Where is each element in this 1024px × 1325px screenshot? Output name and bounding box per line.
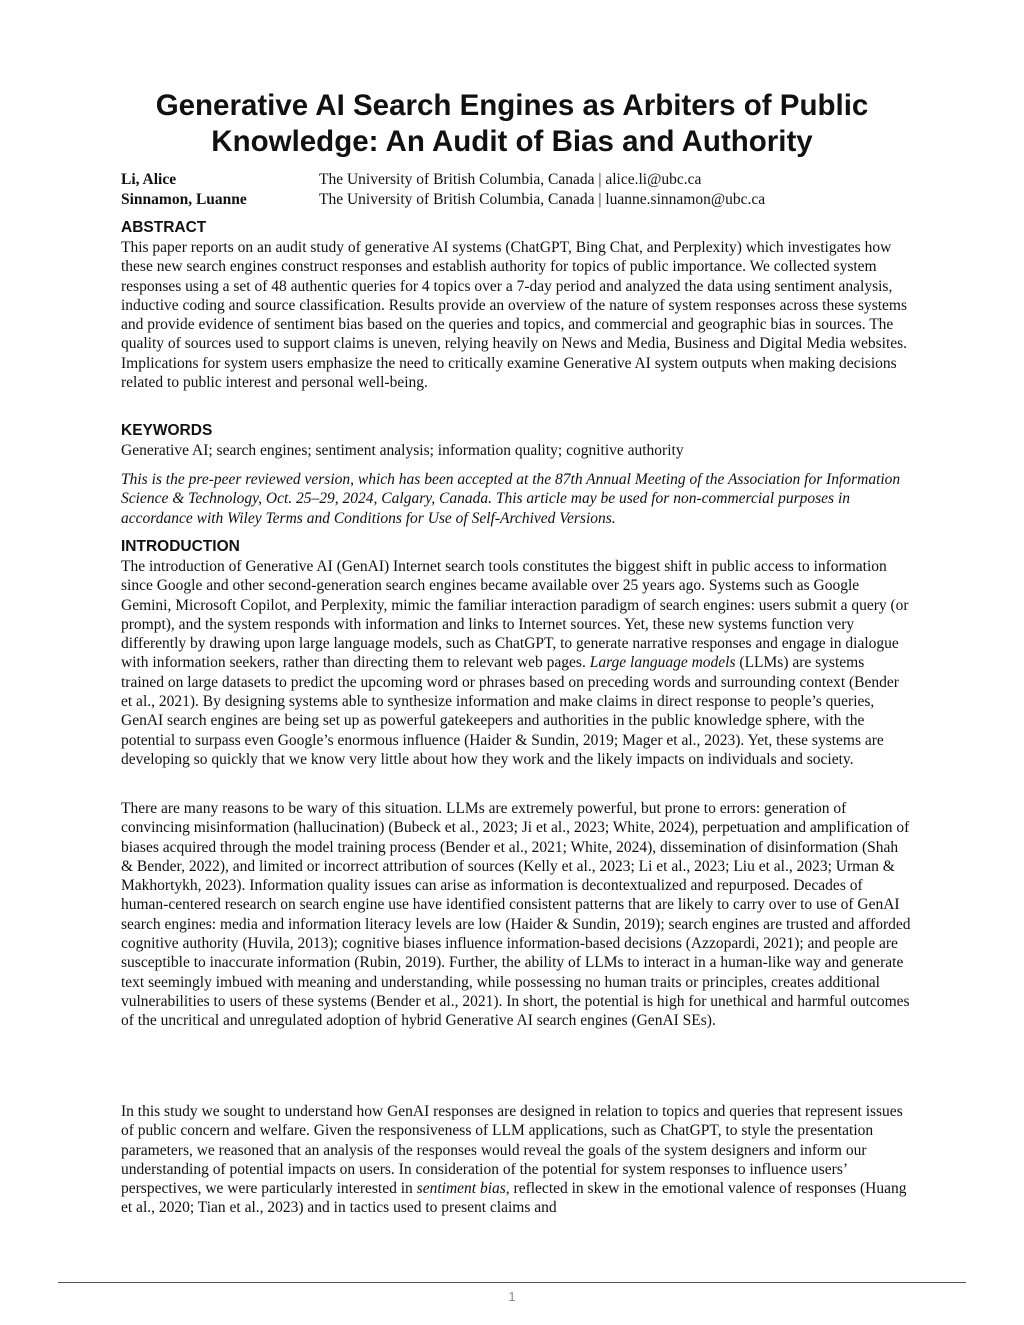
author-row bbox=[121, 190, 765, 210]
publication-notice: This is the pre-peer reviewed version, which has been accepted at the 87th Annual Meeting of the Association for Information Science & Technology, Oct. 25–29, 2024, Calgary, Canada. This article may be used for non-commercial purposes in accordance with Wiley Terms and Conditions for Use of Self-Archived Versions. bbox=[121, 471, 901, 527]
title-line-2: Knowledge: An Audit of Bias and Authority bbox=[211, 125, 813, 158]
author-name: Li, Alice bbox=[121, 171, 177, 188]
introduction-paragraph-3: In this study we sought to understand how GenAI responses are designed in relation to topics and queries that represent issues of public concern and welfare. Given the responsiveness of LLM applications, such as ChatGPT, to style the presentation parameters, we reasoned that an analysis of the responses would reveal the goals of the system designers and inform our understanding of potential impacts on users. In consideration of the potential for system responses to influence users’ perspectives, we were particularly interested in sentiment bias, reflected in skew in the emotional valence of responses (Huang et al., 2020; Tian et al., 2023) and in tactics used to present claims and bbox=[121, 1103, 907, 1217]
footer-divider bbox=[58, 1282, 966, 1283]
author-row bbox=[121, 170, 765, 190]
keywords-text: Generative AI; search engines; sentiment analysis; information quality; cognitive authority bbox=[121, 442, 684, 459]
paper-title bbox=[100, 88, 924, 160]
abstract-heading: ABSTRACT bbox=[121, 219, 207, 236]
abstract-text: This paper reports on an audit study of generative AI systems (ChatGPT, Bing Chat, and Perplexity) which investigates how these new search engines construct responses and establish authority for topics of public importance. We collected system responses using a set of 48 authentic queries for 4 topics over a 7-day period and analyzed the data using sentiment analysis, inductive coding and source classification. Results provide an overview of the nature of system responses across these systems and provide evidence of sentiment bias based on the queries and topics, and commercial and geographic bias in sources. The quality of sources used to support claims is uneven, relying heavily on News and Media, Business and Digital Media websites. Implications for system users emphasize the need to critically examine Generative AI system outputs when making decisions related to public interest and personal well-being. bbox=[121, 239, 908, 392]
author-affiliation: The University of British Columbia, Canada | luanne.sinnamon@ubc.ca bbox=[319, 191, 766, 208]
term-emphasis: Large language models bbox=[589, 654, 736, 672]
keywords-heading: KEYWORDS bbox=[121, 422, 213, 439]
author-affiliation: The University of British Columbia, Canada | alice.li@ubc.ca bbox=[319, 171, 702, 188]
introduction-paragraph-1: The introduction of Generative AI (GenAI) Internet search tools constitutes the biggest shift in public access to information since Google and other second-generation search engines became available over 25 years ago. Systems such as Google Gemini, Microsoft Copilot, and Perplexity, mimic the familiar interaction paradigm of search engines: users submit a query (or prompt), and the system responds with information and links to Internet sources. Yet, these new systems function very differently by drawing upon large language models, such as ChatGPT, to generate narrative responses and engage in dialogue with information seekers, rather than directing them to relevant web pages. Large language models (LLMs) are systems trained on large datasets to predict the upcoming word or phrases based on preceding words and surrounding context (Bender et al., 2021). By designing systems able to synthesize information and make claims in direct response to people’s queries, GenAI search engines are being set up as powerful gatekeepers and authorities in the public knowledge sphere, with the potential to surpass even Google’s enormous influence (Haider & Sundin, 2019; Mager et al., 2023). Yet, these systems are developing so quickly that we know very little about how they work and the likely impacts on individuals and society. bbox=[121, 558, 909, 768]
author-name: Sinnamon, Luanne bbox=[121, 191, 247, 208]
term-emphasis: sentiment bias bbox=[416, 1180, 506, 1198]
author-list bbox=[121, 170, 765, 210]
page-number: 1 bbox=[508, 1289, 516, 1304]
introduction-paragraph-2: There are many reasons to be wary of this situation. LLMs are extremely powerful, but prone to errors: generation of convincing misinformation (hallucination) (Bubeck et al., 2023; Ji et al., 2023; White, 2024), perpetuation and amplification of biases acquired through the model training process (Bender et al., 2021; White, 2024), dissemination of disinformation (Shah & Bender, 2022), and limited or incorrect attribution of sources (Kelly et al., 2023; Li et al., 2023; Liu et al., 2023; Urman & Makhortykh, 2023). Information quality issues can arise as information is decontextualized and repurposed. Decades of human-centered research on search engine use have identified consistent patterns that are likely to carry over to use of GenAI search engines: media and information literacy levels are low (Haider & Sundin, 2019); search engines are trusted and afforded cognitive authority (Huvila, 2013); cognitive biases influence information-based decisions (Azzopardi, 2021); and people are susceptible to inaccurate information (Rubin, 2019). Further, the ability of LLMs to interact in a human-like way and generate text seemingly imbued with meaning and understanding, while possessing no human traits or principles, creates additional vulnerabilities to users of these systems (Bender et al., 2021). In short, the potential is high for unethical and harmful outcomes of the uncritical and unregulated adoption of hybrid Generative AI search engines (GenAI SEs). bbox=[121, 800, 911, 1030]
introduction-heading: INTRODUCTION bbox=[121, 538, 240, 555]
title-line-1: Generative AI Search Engines as Arbiters of Public bbox=[155, 89, 869, 122]
